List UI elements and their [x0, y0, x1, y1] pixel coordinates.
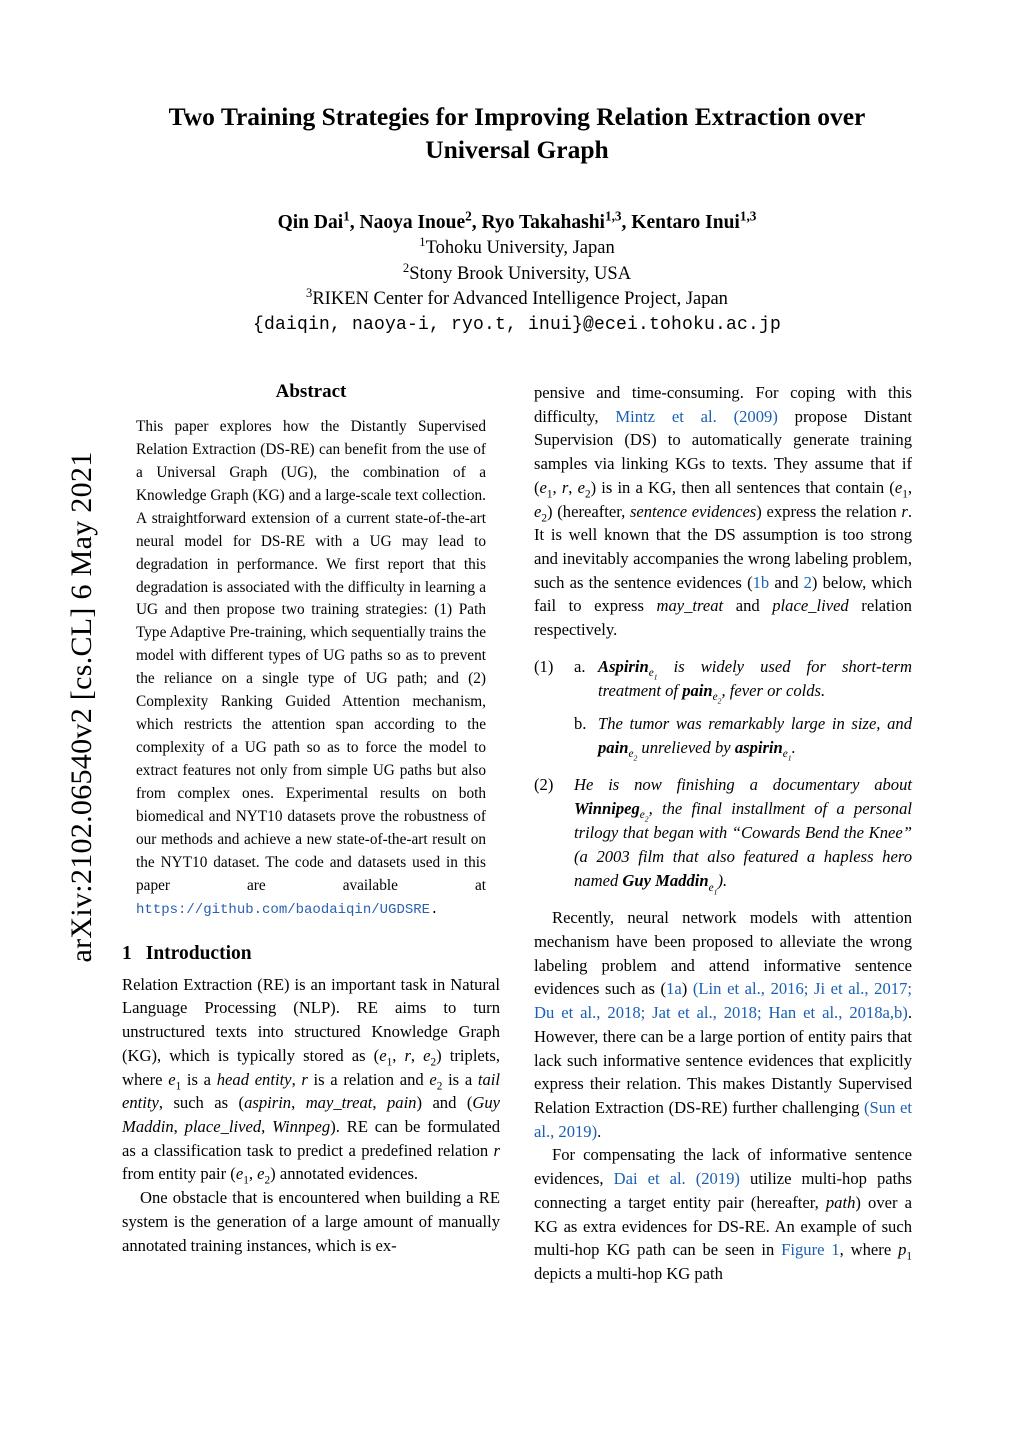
example-2-number: (2) — [534, 775, 554, 795]
intro-paragraph-2-cont: pensive and time-consuming. For coping with this difficulty, Mintz et al. (2009) propose Distant Supervision (DS) to automatically generate training samples via linking KGs to texts. They assume that if ($e_1$, r, $e_2$) is in a KG, then all sentences that contain ($e_1$, $e_2$) (hereafter, sentence evidences) express the relation r. It is well known that the DS assumption is too strong and inevitably accompanies the wrong labeling problem, such as the sentence evidences (1b and 2) below, which fail to express may_treat and place_lived relation respectively. — [534, 382, 913, 640]
example-1a-text: Aspirin$_{e_1}$ is widely used for short-term treatment of pain$_{e_2}$, fever or colds. — [598, 656, 912, 706]
affiliation-3: $^3$RIKEN Center for Advanced Intelligence Project, Japan — [306, 286, 728, 310]
section-title: Introduction — [145, 942, 252, 964]
abstract-text: This paper explores how the Distantly Supervised Relation Extraction (DS-RE) can benefit from the use of a Universal Graph (UG), the combination of a Knowledge Graph (KG) and a large-scale text collection. A straightforward extension of a current state-of-the-art neural model for DS-RE with a UG may lead to degradation in performance. We first report that this degradation is associated with the difficulty in learning a UG and then propose two training strategies: (1) Path Type Adaptive Pre-training, which sequentially trains the model with different types of UG paths so as to prevent the reliance on a single type of UG path; and (2) Complexity Ranking Guided Attention mechanism, which restricts the attention span according to the complexity of a UG path so as to force the model to extract features not only from simple UG paths but also from complex ones. Experimental results on both biomedical and NYT10 datasets prove the robustness of our methods and achieve a new state-of-the-art result on the NYT10 dataset. The code and datasets used in this paper are available at https://github.com/baodaiqin/UGDSRE. — [136, 417, 486, 918]
code-url-link[interactable]: https://github.com/baodaiqin/UGDSRE — [136, 901, 431, 918]
citation-sun-2019[interactable]: (Sun et al., 2019) — [534, 1098, 912, 1141]
left-column — [122, 381, 500, 1286]
example-1b-text: The tumor was remarkably large in size, and pain$_{e_2}$ unrelieved by aspirin$_{e_1}$. — [598, 713, 912, 763]
page-title: Two Training Strategies for Improving Relation Extraction over Universal Graph — [168, 102, 866, 165]
example-2-text: He is now finishing a documentary about Winnipeg$_{e_2}$, the final installment of a personal trilogy that began with “Cowards Bend the Knee” (a 2003 film that also featured a hapless hero named Guy Maddin$_{e_1}$). — [574, 775, 912, 896]
example-1 — [534, 655, 912, 763]
example-1a-label: a. — [574, 656, 586, 676]
ref-example-1a[interactable]: 1a — [666, 979, 682, 999]
right-column — [534, 381, 912, 1286]
citation-group-1[interactable]: (Lin et al., 2016; Ji et al., 2017; Du et al., 2018; Jat et al., 2018; Han et al., 2018a,b) — [534, 979, 912, 1023]
intro-paragraph-1: Relation Extraction (RE) is an important task in Natural Language Processing (NLP). RE aims to turn unstructured texts into structured Knowledge Graph (KG), which is typically stored as ($e_1$, r, $e_2$) triplets, where $e_1$ is a head entity, r is a relation and $e_2$ is a tail entity, such as (aspirin, may_treat, pain) and (Guy Maddin, place_lived, Winnpeg). RE can be formulated as a classification task to predict a predefined relation r from entity pair ($e_1$, $e_2$) annotated evidences. — [122, 974, 501, 1187]
paper-content — [122, 100, 912, 1286]
author-list: Qin Dai$^1$, Naoya Inoue$^2$, Ryo Takahashi$^{1,3}$, Kentaro Inui$^{1,3}$ — [277, 208, 757, 234]
example-2 — [534, 773, 912, 896]
intro-paragraph-4: For compensating the lack of informative sentence evidences, Dai et al. (2019) utilize multi-hop paths connecting a target entity pair (hereafter, path) over a KG as extra evidences for DS-RE. An example of such multi-hop KG path can be seen in Figure 1, where $p_1$ depicts a multi-hop KG path — [534, 1145, 912, 1284]
example-1b — [574, 712, 912, 763]
ref-figure-1[interactable]: Figure 1 — [781, 1240, 840, 1260]
intro-paragraph-2: One obstacle that is encountered when building a RE system is the generation of a large amount of manually annotated training instances, which is ex- — [122, 1188, 500, 1255]
example-1b-label: b. — [574, 713, 587, 733]
citation-mintz-2009[interactable]: Mintz et al. (2009) — [615, 406, 778, 426]
two-column-body — [122, 381, 912, 1286]
ref-example-2[interactable]: 2 — [803, 572, 812, 592]
example-1-number: (1) — [534, 656, 554, 676]
affiliation-1: $^1$Tohoku University, Japan — [419, 235, 615, 259]
arxiv-identifier-stamp: arXiv:2102.06540v2 [cs.CL] 6 May 2021 — [65, 451, 98, 963]
example-1a — [574, 655, 912, 706]
affiliation-2: $^2$Stony Brook University, USA — [402, 260, 632, 284]
section-heading-introduction — [122, 943, 500, 965]
abstract-heading: Abstract — [275, 380, 347, 402]
section-number: 1 — [122, 942, 132, 964]
ref-example-1b[interactable]: 1b — [752, 572, 770, 592]
intro-paragraph-3: Recently, neural network models with attention mechanism have been proposed to alleviate the wrong labeling problem and attend informative sentence evidences such as (1a) (Lin et al., 2016; Ji et al., 2017; Du et al., 2018; Jat et al., 2018; Han et al., 2018a,b). However, there can be a large portion of entity pairs that lack such informative sentence evidences that explicitly express their relation. This makes Distantly Supervised Relation Extraction (DS-RE) further challenging (Sun et al., 2019). — [534, 908, 912, 1141]
citation-dai-2019[interactable]: Dai et al. (2019) — [613, 1169, 740, 1189]
contact-email: {daiqin, naoya-i, ryo.t, inui}@ecei.tohoku.ac.jp — [252, 314, 782, 335]
